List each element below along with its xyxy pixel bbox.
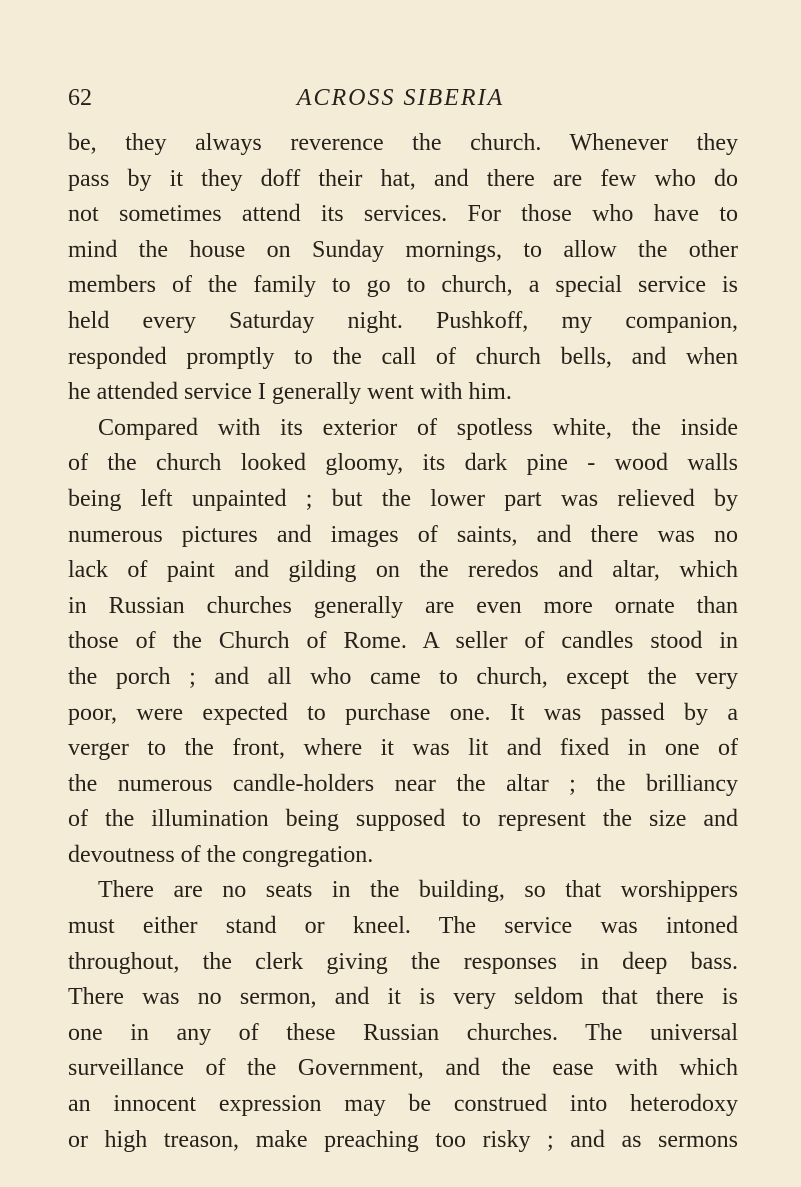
- text-line: of the church looked gloomy, its dark pine - wood walls: [68, 450, 738, 477]
- body-text: [68, 126, 738, 1158]
- text-line: the numerous candle-holders near the altar ; the brilliancy: [68, 770, 738, 797]
- running-title: ACROSS SIBERIA: [296, 85, 505, 111]
- text-line: throughout, the clerk giving the responses in deep bass.: [68, 948, 738, 975]
- page-number: 62: [68, 85, 92, 111]
- text-line: be, they always reverence the church. Whenever they: [68, 130, 738, 156]
- text-line: in Russian churches generally are even more ornate than: [68, 592, 738, 619]
- text-line: he attended service I generally went with him.: [68, 379, 512, 406]
- text-line: There was no sermon, and it is very seldom that there is: [68, 984, 738, 1011]
- text-line: verger to the front, where it was lit and fixed in one of: [68, 735, 738, 762]
- text-line: one in any of these Russian churches. The universal: [68, 1019, 738, 1046]
- text-line: an innocent expression may be construed into heterodoxy: [68, 1091, 738, 1118]
- text-line: surveillance of the Government, and the ease with which: [68, 1055, 738, 1082]
- text-line: devoutness of the congregation.: [68, 841, 374, 868]
- text-line: must either stand or kneel. The service was intoned: [68, 913, 738, 940]
- text-line: lack of paint and gilding on the reredos and altar, which: [68, 557, 738, 584]
- text-line: mind the house on Sunday mornings, to allow the other: [68, 236, 738, 263]
- text-line: poor, were expected to purchase one. It was passed by a: [68, 699, 738, 726]
- text-line: There are no seats in the building, so that worshippers: [98, 877, 738, 904]
- text-line: numerous pictures and images of saints, and there was no: [68, 521, 738, 548]
- text-line: responded promptly to the call of church bells, and when: [68, 343, 738, 370]
- text-line: those of the Church of Rome. A seller of candles stood in: [68, 628, 738, 655]
- text-line: Compared with its exterior of spotless white, the inside: [98, 414, 738, 441]
- text-line: the porch ; and all who came to church, except the very: [68, 663, 738, 690]
- text-line: of the illumination being supposed to represent the size and: [68, 806, 738, 833]
- text-line: pass by it they doff their hat, and there are few who do: [68, 165, 738, 192]
- text-line: being left unpainted ; but the lower part was relieved by: [68, 485, 738, 512]
- text-line: not sometimes attend its services. For those who have to: [68, 201, 738, 228]
- text-line: or high treason, make preaching too risky ; and as sermons: [68, 1126, 738, 1153]
- running-head: [0, 80, 801, 116]
- text-line: held every Saturday night. Pushkoff, my companion,: [68, 307, 738, 334]
- text-line: members of the family to go to church, a special service is: [68, 272, 738, 299]
